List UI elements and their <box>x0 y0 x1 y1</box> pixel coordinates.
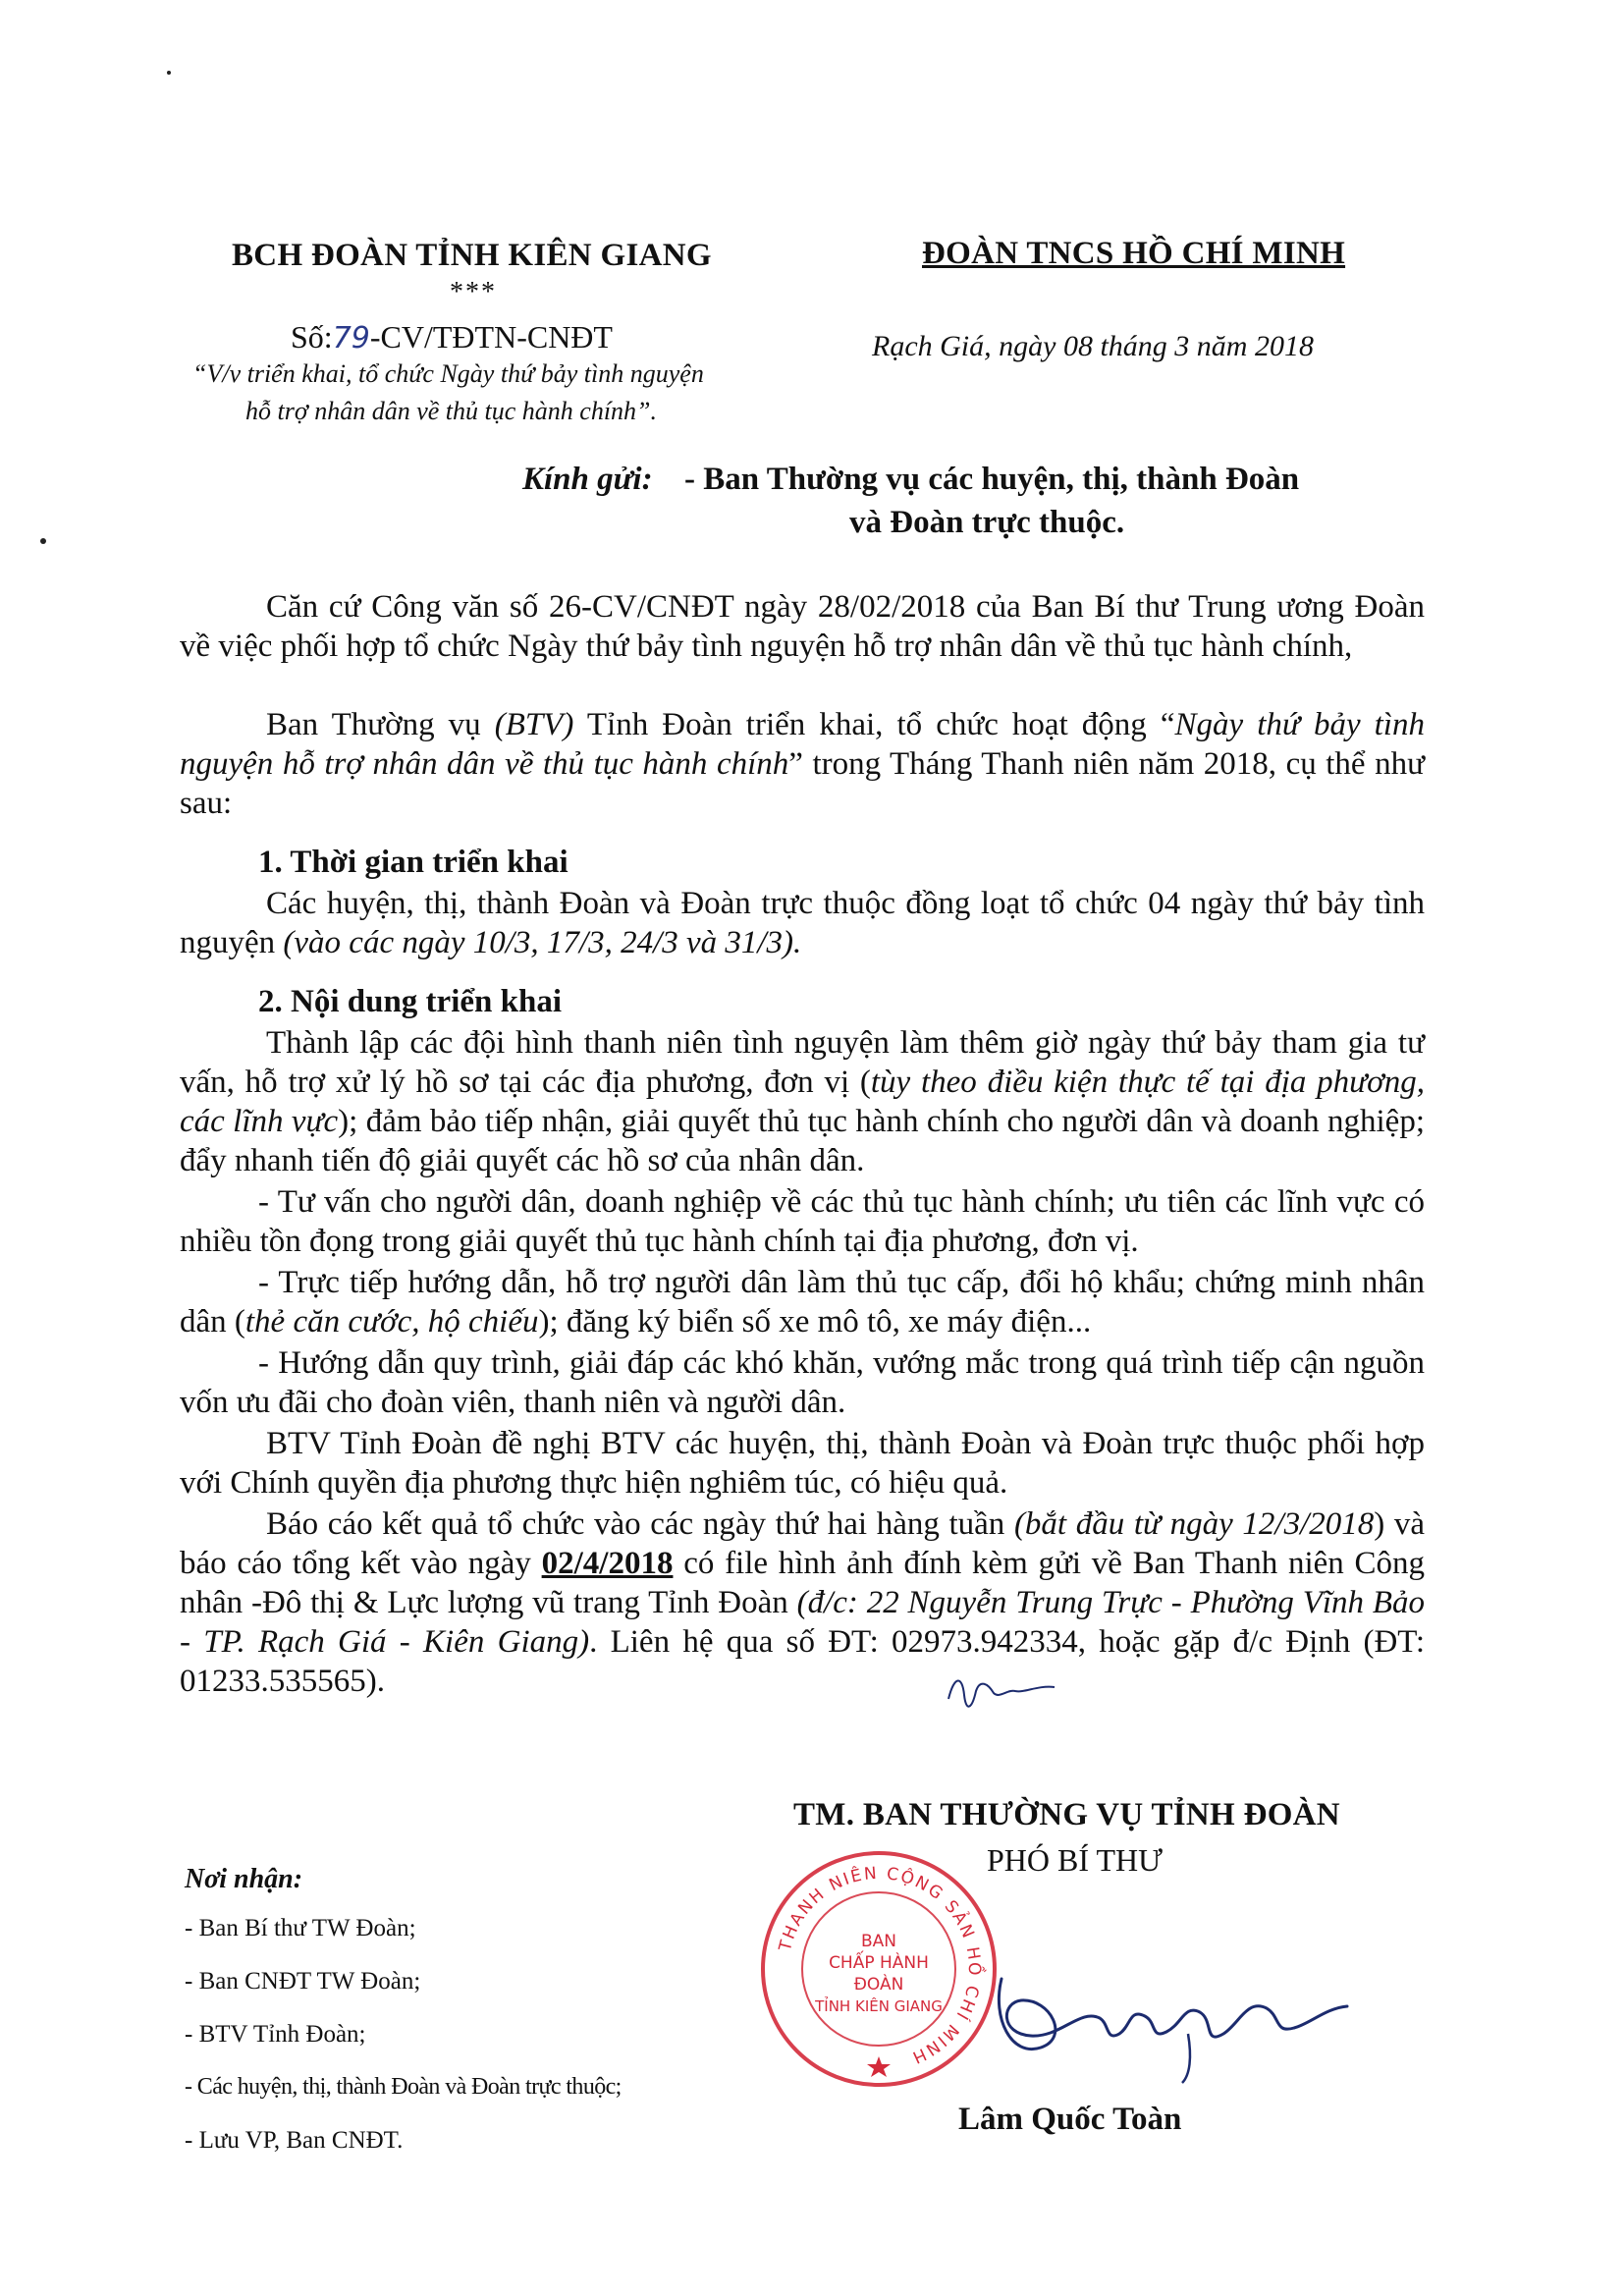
distribution-item: - Ban Bí thư TW Đoàn; <box>185 1915 416 1941</box>
p6-italic: thẻ căn cước, hộ chiếu <box>244 1304 539 1339</box>
scan-speck <box>167 71 171 75</box>
signature-on-behalf: TM. BAN THƯỜNG VỤ TỈNH ĐOÀN <box>793 1797 1340 1832</box>
distribution-item: - Các huyện, thị, thành Đoàn và Đoàn trực thuộc; <box>185 2074 622 2100</box>
paragraph-request: BTV Tỉnh Đoàn đề nghị BTV các huyện, thị, thành Đoàn và Đoàn trực thuộc phối hợp với Chính quyền địa phương thực hiện nghiêm túc, có hiệu quả. <box>180 1426 1425 1501</box>
scan-speck <box>40 538 46 544</box>
signature-title: PHÓ BÍ THƯ <box>987 1842 1163 1878</box>
recipient-label: Kính gửi: <box>522 462 653 497</box>
distribution-item: - BTV Tỉnh Đoàn; <box>185 2021 366 2048</box>
recipient-line-1: - Ban Thường vụ các huyện, thị, thành Đoàn <box>684 462 1300 497</box>
p4-italic: tùy theo điều kiện thực tế tại địa phương, các lĩnh vực <box>180 1065 1426 1139</box>
party-organization: ĐOÀN TNCS HỒ CHÍ MINH <box>922 236 1346 271</box>
p9-contact: . Liên hệ qua số ĐT: 02973.942334, hoặc gặp đ/c Định (ĐT: 01233.535565). <box>180 1624 1425 1699</box>
section-heading-time: 1. Thời gian triển khai <box>258 845 568 880</box>
paragraph-deployment-intro <box>180 705 1425 823</box>
p9-start-date: (bắt đầu từ ngày 12/3/2018 <box>1013 1506 1375 1542</box>
stamp-line-1: BAN <box>860 1932 897 1951</box>
stamp-line-3: ĐOÀN <box>853 1975 904 1995</box>
p3-dates: (vào các ngày 10/3, 17/3, 24/3 và 31/3). <box>283 925 802 960</box>
p2-event-name: Ngày thứ bảy tình nguyện hỗ trợ nhân dân về thủ tục hành chính <box>180 707 1426 782</box>
p9-text-a: Báo cáo kết quả tổ chức vào các ngày thứ hai hàng tuần <box>266 1506 1005 1542</box>
handwritten-signature <box>982 1940 1355 2087</box>
p2-abbrev: (BTV) <box>494 707 574 742</box>
paragraph-bullet-consulting: - Tư vấn cho người dân, doanh nghiệp về các thủ tục hành chính; ưu tiên các lĩnh vực có nhiều tồn đọng trong giải quyết thủ tục hành chính tại địa phương, đơn vị. <box>180 1184 1425 1259</box>
official-stamp <box>756 1846 1001 2092</box>
p6-text-c: ); đăng ký biển số xe mô tô, xe máy điện... <box>538 1304 1092 1339</box>
distribution-item: - Ban CNĐT TW Đoàn; <box>185 1968 421 1995</box>
issuing-organization: BCH ĐOÀN TỈNH KIÊN GIANG <box>232 238 712 273</box>
paragraph-legal-basis: Căn cứ Công văn số 26-CV/CNĐT ngày 28/02/2018 của Ban Bí thư Trung ương Đoàn về việc phối hợp tổ chức Ngày thứ bảy tình nguyện hỗ trợ nhân dân về thủ tục hành chính, <box>180 589 1425 664</box>
subject-line-1: “V/v triển khai, tổ chức Ngày thứ bảy tình nguyện <box>192 359 704 388</box>
stamp-line-2: CHẤP HÀNH <box>829 1953 929 1973</box>
paragraph-content <box>180 1023 1425 1180</box>
distribution-label: Nơi nhận: <box>185 1864 303 1894</box>
recipient-line-2: và Đoàn trực thuộc. <box>849 505 1125 540</box>
p9-text-c: ) và báo cáo tổng kết vào ngày <box>180 1506 1426 1581</box>
p2-text-e: ” trong Tháng Thanh niên năm 2018, cụ thể như sau: <box>180 746 1425 821</box>
p6-text-a: - Trực tiếp hướng dẫn, hỗ trợ người dân làm thủ tục cấp, đổi hộ khẩu; chứng minh nhân dân ( <box>180 1265 1425 1339</box>
section-heading-content: 2. Nội dung triển khai <box>258 984 562 1019</box>
p3-text: Các huyện, thị, thành Đoàn và Đoàn trực thuộc đồng loạt tổ chức 04 ngày thứ bảy tình nguyện <box>180 886 1425 960</box>
p4-text-c: ); đảm bảo tiếp nhận, giải quyết thủ tục hành chính cho người dân và doanh nghiệp; đẩy nhanh tiến độ giải quyết các hồ sơ của nhân dân. <box>180 1104 1425 1178</box>
subject-line-2: hỗ trợ nhân dân về thủ tục hành chính”. <box>245 397 658 425</box>
place-date: Rạch Giá, ngày 08 tháng 3 năm 2018 <box>872 330 1314 362</box>
p9-address: (đ/c: 22 Nguyễn Trung Trực - Phường Vĩnh Bảo - TP. Rạch Giá - Kiên Giang) <box>180 1585 1426 1660</box>
p4-text-a: Thành lập các đội hình thanh niên tình nguyện làm thêm giờ ngày thứ bảy tham gia tư vấn, hỗ trợ xử lý hồ sơ tại các địa phương, đơn vị ( <box>180 1025 1425 1100</box>
paragraph-reporting <box>180 1504 1425 1701</box>
paragraph-time <box>180 884 1425 962</box>
p2-text-a: Ban Thường vụ <box>266 707 481 742</box>
stamp-line-4: TỈNH KIÊN GIANG <box>815 1997 943 2015</box>
p9-text-e: có file hình ảnh đính kèm gửi về Ban Thanh niên Công nhân -Đô thị & Lực lượng vũ trang Tỉnh Đoàn <box>180 1546 1426 1620</box>
document-number <box>291 319 613 355</box>
stamp-star-icon <box>867 2056 891 2077</box>
signatory-name: Lâm Quốc Toàn <box>958 2102 1182 2137</box>
distribution-item: - Lưu VP, Ban CNĐT. <box>185 2127 404 2154</box>
paragraph-bullet-loans: - Hướng dẫn quy trình, giải đáp các khó khăn, vướng mắc trong quá trình tiếp cận nguồn vốn ưu đãi cho đoàn viên, thanh niên và người dân. <box>180 1345 1425 1420</box>
p9-deadline: 02/4/2018 <box>541 1546 674 1581</box>
doc-no-suffix: -CV/TĐTN-CNĐT <box>369 319 613 355</box>
doc-no-handwritten: 79 <box>332 321 370 355</box>
doc-no-prefix: Số: <box>291 319 333 355</box>
initials-signature <box>943 1669 1060 1719</box>
header-stars: *** <box>450 277 497 307</box>
paragraph-bullet-household <box>180 1263 1425 1341</box>
p2-text-c: Tỉnh Đoàn triển khai, tổ chức hoạt động “ <box>586 707 1175 742</box>
stamp-outer-text: THANH NIÊN CỘNG SẢN HỒ CHÍ MINH <box>775 1863 985 2068</box>
